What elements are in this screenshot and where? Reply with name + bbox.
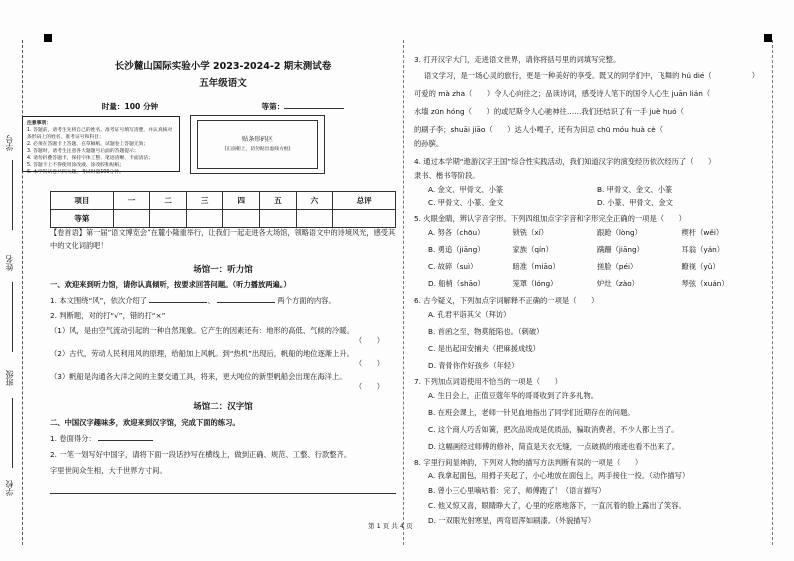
option-b[interactable]: B. 首函之至，物莫能陷也。（刺破） [428, 327, 544, 336]
notice-line: 2. 必须在答题卡上答题，在草稿纸、试题卷上答题无效； [27, 142, 149, 147]
hall-2-title: 场馆二：汉字馆 [193, 402, 253, 412]
q5-cell[interactable]: C. 故碎（suì） [428, 262, 478, 271]
score-cell[interactable] [223, 210, 260, 228]
notice-title: 注意事项： [27, 121, 51, 126]
option-d[interactable]: D. 这幅画经过师傅的修补，简直是天衣无缝，一点破损的痕迹也看不出来了。 [428, 442, 680, 451]
option-a[interactable]: A. 孔君平诣其父（拜访） [428, 310, 511, 319]
right-binding-line [772, 40, 773, 545]
barcode-area [190, 115, 325, 174]
q5-cell: 跟跄（lòng） [597, 228, 642, 237]
score-row-label: 等第 [51, 210, 114, 228]
q5-cell: 家族（qín） [512, 245, 553, 254]
option-a[interactable]: A. 生日会上，正值豆蔻年华的哥哥收到了许多礼物。 [428, 391, 599, 400]
option-d[interactable]: D. 青骨你作好孩乡（年轻） [428, 361, 519, 370]
notice-line: 4. 请勿折叠答题卡，保持字体工整、笔迹清晰、卡面清洁； [27, 156, 154, 161]
q5-cell: 瞭视（yǔ） [681, 262, 720, 271]
q5-cell: 楔杆（wěi） [681, 228, 724, 237]
registration-mark [44, 34, 52, 42]
time-limit: 时量：100 分钟 [101, 102, 159, 111]
grade-label: 等第： [261, 102, 285, 111]
binding-label-name: 姓名 [5, 255, 14, 271]
answer-paren[interactable]: （ ） [354, 382, 384, 391]
barcode-note: (正面朝上，切勿贴出虚线方框) [224, 147, 291, 152]
option-b[interactable]: B. 甲骨文、金文、小篆 [597, 185, 673, 194]
question-4-continued: 隶书、楷书等阶段。 [414, 171, 480, 180]
q5-cell[interactable]: B. 勇追（jiāng） [428, 245, 485, 254]
right-column [414, 55, 766, 528]
score-cell[interactable] [186, 210, 223, 228]
score-header: 一 [113, 192, 150, 210]
question-2-1: 1. 卷面得分： [50, 434, 396, 444]
option-a[interactable]: A. 金文、甲骨文、小篆 [428, 185, 504, 194]
score-header: 三 [186, 192, 223, 210]
score-cell[interactable] [150, 210, 187, 228]
notice-line: 3. 答题时，请考生注意各大题题号后面的答题提示； [27, 149, 139, 154]
q5-cell: 蹒跚（jiāng） [597, 245, 644, 254]
question-4: 4. 通过本学期“遨游汉字王国”综合性实践活动，我们知道汉字的演变经历依次经历了（ ） [414, 157, 716, 166]
q5-cell: 锁铣（xǐ） [512, 228, 549, 237]
option-b[interactable]: B. 曾小三心里嘀咕着：完了，师傅跑了！（语言描写） [428, 486, 606, 495]
option-a[interactable]: A. 我拿起面包，用拇子夹起了，小心地放在面包上，两手接住一投。（动作描写） [428, 471, 690, 480]
question-8: 8. 字里行间显神韵，下列对人物的描写方法判断有误的一项是（ ） [414, 458, 643, 467]
answer-paren[interactable]: （ ） [354, 359, 384, 368]
q5-row-a [414, 224, 766, 241]
options-row [414, 198, 766, 208]
score-cell[interactable] [333, 210, 396, 228]
barcode-title: 贴条形码区 [242, 136, 273, 143]
score-cell[interactable] [296, 210, 333, 228]
q5-cell[interactable]: A. 努各（chōu） [428, 228, 485, 237]
notice-box [22, 116, 180, 175]
q5-row-c [414, 258, 766, 275]
notice-line: 6. 本学科试卷共四大题，考试时量100分钟。 [27, 170, 124, 175]
option-d[interactable]: D. 小篆、甲骨文、金文 [597, 198, 673, 207]
grade-field[interactable] [284, 108, 344, 109]
question-3-text-4: 的刷子李；shuāi jiāo（ ）达人小嘎子，还有为田忌 chū móu huà cè（ [414, 125, 664, 134]
score-header: 四 [223, 192, 260, 210]
score-header: 二 [150, 192, 187, 210]
exam-subtitle: 五年级语文 [199, 78, 247, 89]
q5-cell: 搓脸（péi） [597, 262, 638, 271]
q5-cell: 耳翁（yán） [681, 245, 725, 254]
question-1: 一、欢迎来到听力馆，请你认真倾听，按要求回答问题。（听力播放两遍。） [50, 280, 291, 289]
q5-cell: 笼罩（lóng） [512, 279, 558, 288]
q5-cell[interactable]: D. 船梢（shāo） [428, 279, 485, 288]
statement-3: （3）帆船是沟通各大洋之间的主要交通工具，将来，更大吨位的新型帆船会出现在海洋上。 [50, 372, 347, 381]
score-blank[interactable] [98, 440, 153, 441]
option-d[interactable]: D. 一双眼光射寒星，两弯眉浑如刷漆。（外貌描写） [428, 516, 596, 525]
statement-1: （1）风，是由空气流动引起的一种自然现象。它产生的因素还有：地形的高低、气候的冷暖。 [50, 326, 354, 335]
q5-row-b [414, 241, 766, 258]
score-header: 五 [260, 192, 297, 210]
score-table [50, 191, 396, 228]
answer-paren[interactable]: （ ） [354, 336, 384, 345]
statement-2: （2）古代，劳动人民利用风的原理，给船加上风帆。到“热机”出现后，帆船的地位逐渐上升。 [50, 349, 355, 358]
exam-title: 长沙麓山国际实验小学 2023-2024-2 期末测试卷 [114, 61, 332, 72]
answer-blank[interactable] [217, 302, 275, 303]
question-3-text-3: 水墙 zūn hóng（ ）的或尼斯令人心驰神往……我们还结识了有一手 juè huó（ [414, 107, 684, 116]
answer-blank[interactable] [149, 302, 207, 303]
score-cell[interactable] [113, 210, 150, 228]
question-7: 7. 下列加点词语使用不恰当的一项是（ ） [414, 377, 562, 386]
question-2: 二、中国汉字趣味多，欢迎来到汉字馆，完成下面的练习。 [50, 418, 240, 427]
registration-mark [764, 34, 772, 42]
binding-label-student-id: 学号 [5, 135, 14, 151]
hall-1-title: 场馆一：听力馆 [193, 265, 253, 275]
option-c[interactable]: C. 是出起田安捕夫（把麻援成线） [428, 344, 540, 353]
score-cell[interactable] [260, 210, 297, 228]
question-5: 5. 火眼金睛，辨认字音字形。下列四组加点字字音和字形完全正确的一项是（ ） [414, 214, 686, 223]
question-3: 3. 打开汉字大门，走进语文世界，请你将括号里的词填写完整。 [414, 55, 621, 64]
question-3-text-5: 的孙膑。 [414, 139, 444, 148]
question-6: 6. 古今疑义，下列加点字词解释不正确的一项是（ ） [414, 296, 599, 305]
exam-meta [50, 101, 396, 112]
score-header: 项目 [51, 192, 114, 210]
binding-label-school: 学校 [5, 480, 14, 496]
binding-strip [0, 0, 34, 561]
left-column [50, 58, 396, 112]
question-3-text-2: 可爱的 mà zha（ ）令人心向往之；品读诗词，感受诗人笔下的国令人心生 juān lián（ [414, 89, 711, 98]
option-b[interactable]: B. 在班会课上，老师一针见血地指出了同学们近期存在的问题。 [428, 408, 635, 417]
question-2-2: 2. 一笔一划写好中国字，请将下面一段话抄写在横线上，做到正确、规范、工整、行款整齐。 [50, 450, 352, 459]
q5-cell: 琴弦（xuán） [681, 279, 729, 288]
column-divider [403, 40, 404, 545]
question-1-2: 2. 判断题，对的打“√”，错的打“×” [50, 311, 166, 320]
notice-line: 1. 答题前，请考生先将自己的姓名、准考证号填写清楚，并认真核对条形码上的姓名、准考证号和科目； [27, 128, 173, 140]
question-3-text-1: 语文学习，是一场心灵的旅行，更是一种美好的享受。既又的同学们中，飞舞的 hú dié（ ） [424, 71, 760, 80]
question-1-1: 1. 本文围绕“风”，依次介绍了 、 两个方面的内容。 [50, 296, 336, 305]
page-number: 第 1 页 共 4 页 [368, 522, 413, 530]
option-c[interactable]: C. 这个商人巧舌如簧，把次品说成是优质品，骗取消费者，不少人都上当了。 [428, 425, 679, 434]
preface: 【卷首语】第一届“语文博览会”在麓小隆重举行，让我们一起走进各大场馆，领略语文中的诗境风光，感受其中的文化词韵吧！ [50, 228, 396, 250]
option-c[interactable]: C. 他又惊又喜，眼睛睁大了，心里的疙瘩地落下，一直沉着的脸上露出了笑容。 [428, 501, 686, 510]
copy-text: 字里世间众生相，大千世界方寸间。 [50, 466, 167, 475]
option-c[interactable]: C. 甲骨文、小篆、金文 [428, 198, 504, 207]
q5-cell: 暗准（miāo） [512, 262, 560, 271]
options-row [414, 181, 766, 198]
notice-line: 5. 答题卡上不得使用涂改液、涂改胶和贴纸； [27, 163, 125, 168]
q5-cell: 炉灶（zào） [597, 279, 639, 288]
writing-line[interactable] [50, 492, 396, 494]
binding-label-class: 班级 [5, 370, 14, 386]
score-header: 六 [296, 192, 333, 210]
q5-row-d [414, 275, 766, 292]
score-header: 总评 [333, 192, 396, 210]
